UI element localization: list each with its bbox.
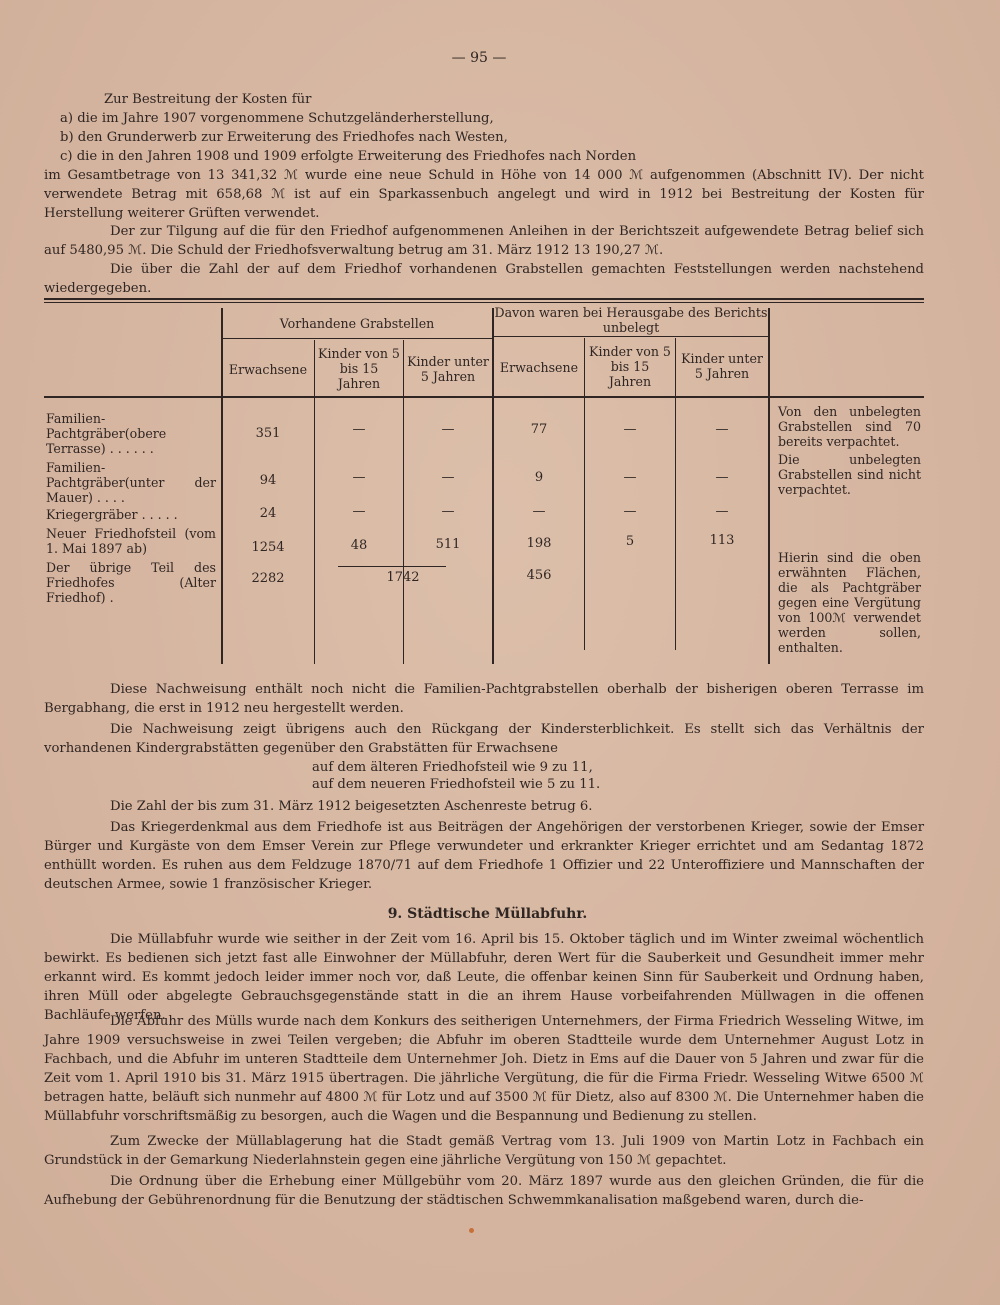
list-item: c) die in den Jahren 1908 und 1909 erfolgte Erweiterung des Friedhofes nach Norden [60,149,637,164]
paper-mark [469,1228,474,1233]
merged-children-value: 1742 [386,570,420,585]
paragraph: Die Ordnung über die Erhebung einer Müllgebühr vom 20. März 1897 wurde aus den gleichen Gründen, die für die Aufhebung der Gebührenordnung für die Benutzung der städtischen Schwemmkanalisation maßgebend waren, durch die- [44,1174,924,1208]
intro-line: Zur Bestreitung der Kosten für [104,92,312,107]
table-note: Hierin sind die oben erwähnten Flächen, die als Pachtgräber gegen eine Vergütung von 100ℳ verwendet werden sollen, enthalten. [778,550,921,655]
row-label: Kriegergräber . . . . . [46,507,178,522]
row-label: Familien-Pachtgräber(obere Terrasse) . . . . . . [46,411,167,456]
page-number: — 95 — [451,50,507,66]
row-label: Neuer Friedhofsteil (vom 1. Mai 1897 ab) [46,526,216,556]
list-item: a) die im Jahre 1907 vorgenommene Schutzgeländerherstellung, [60,111,494,126]
paragraph: Diese Nachweisung enthält noch nicht die Familien-Pachtgrabstellen oberhalb der bisherigen oberen Terrasse im Bergabhang, die erst in 1912 neu hergestellt werden. [44,682,924,716]
paragraph: Die Abfuhr des Mülls wurde nach dem Konkurs des seitherigen Unternehmers, der Firma Friedrich Wesseling Witwe, im Jahre 1909 versuchsweise in zwei Teilen vergeben; die Abfuhr im oberen Stadtteile wurde dem Unternehmer August Lotz in Fachbach, und die Abfuhr im unteren Stadtteile dem Unternehmer Joh. Dietz in Ems auf die Dauer von 5 Jahren und zwar für die Zeit vom 1. April 1910 bis 31. März 1915 übertragen. Die jährliche Vergütung, die für die Firma Friedr. Wesseling Witwe 6500 ℳ betragen hatte, beläuft sich nunmehr auf 4800 ℳ für Lotz und auf 3500 ℳ für Dietz, also auf 8300 ℳ. Die Unternehmer haben die Müllabfuhr vorschriftsmäßig zu besorgen, auch die Wagen und die Bespannung und Bedienung zu stellen. [44,1014,924,1124]
header-children-under-5: Kinder unter 5 Jahren [407,354,489,384]
paragraph: Die Müllabfuhr wurde wie seither in der Zeit vom 16. April bis 15. Oktober täglich und im Winter zweimal wöchentlich bewirkt. Es bedienen sich jetzt fast alle Einwohner der Müllabfuhr, deren Wert für die Sauberkeit und Gesundheit immer mehr erkannt wird. Es kommt jedoch leider immer noch vor, daß Leute, die offenbar keinen Sinn für Sauberkeit und Ordnung haben, ihren Müll oder abgelegte Gebrauchsgegenstände statt in die an ihrem Hause vorbeifahrenden Müllwagen in die offenen Bachläufe werfen. [44,932,924,1023]
header-existing-graves: Vorhandene Grabstellen [279,316,435,331]
header-adults: Erwachsene [228,362,308,377]
paragraph: Der zur Tilgung auf die für den Friedhof aufgenommenen Anleihen in der Berichtszeit aufgewendete Betrag belief sich auf 5480,95 ℳ. Die Schuld der Friedhofsverwaltung betrug am 31. März 1912 13 190,27 ℳ. [44,224,924,258]
ratio-line: auf dem neueren Friedhofsteil wie 5 zu 11. [312,777,601,792]
table-top-rule [44,298,924,300]
header-children-5-15: Kinder von 5 bis 15 Jahren [318,346,400,391]
table-note: Von den unbelegten Grabstellen sind 70 bereits verpachtet. [778,404,921,449]
table-note: Die unbelegten Grabstellen sind nicht verpachtet. [778,452,921,497]
header-children-under-5: Kinder unter 5 Jahren [681,351,763,381]
paragraph: Die über die Zahl der auf dem Friedhof vorhandenen Grabstellen gemachten Feststellungen werden nachstehend wiedergegeben. [44,262,924,296]
document-page: — 95 — Zur Bestreitung der Kosten für a) die im Jahre 1907 vorgenommene Schutzgeländerherstellung, b) den Grunderwerb zur Erweiterung des Friedhofes nach Westen, c) die in den Jahren 1908 und 1909 erfolgte Erweiterung des Friedhofes nach Norden im Gesamtbetrage von 13 341,32 ℳ wurde eine neue Schuld in Höhe von 14 000 ℳ aufgenommen (Abschnitt IV). Der nicht verwendete Betrag mit 658,68 ℳ ist auf ein Sparkassenbuch angelegt und wird in 1912 bei Bestreitung der Kosten für Herstellung weiterer Grüften verwendet. Der zur Tilgung auf die für den Friedhof aufgenommenen Anleihen in der Berichtszeit aufgewendete Betrag belief sich auf 5480,95 ℳ. Die Schuld der Friedhofsverwaltung betrug am 31. März 1912 13 190,27 ℳ. Die über die Zahl der auf dem Friedhof vorhandenen Grabstellen gemachten Feststellungen werden nachstehend wiedergegeben. Vorhandene Grabstellen Davon waren bei Herausgabe des Berichts unbelegt Erwachsene Kinder von 5 bis 15 Jahren Kinder unter 5 Jahren Erwachsene Kinder von 5 bis 15 Jahren Kinder unter 5 Jahren Familien-Pachtgräber(obere Terrasse) . . . . . . 351 — — 77 — — Familien-Pachtgräber(unter der Mauer) . . . . 94 — — 9 — — Kriegergräber . . . . . 24 — — — — — Neuer Friedhofsteil (vom 1. Mai 1897 ab) 1254 48 511 198 5 113 Der übrige Teil des Friedhofes (Alter Friedhof) . 2282 1742 456 Von den unbelegten Grabstellen sind 70 bereits verpachtet. Die unbelegten Grabstellen sind nicht verpachtet. Hierin sind die oben erwähnten Flächen, die als Pachtgräber gegen eine Vergütung von 100ℳ verwendet werden sollen, enthalten. Diese Nachweisung enthält noch nicht die Familien-Pachtgrabstellen oberhalb der bisherigen oberen Terrasse im Bergabhang, die erst in 1912 neu hergestellt werden. Die Nachweisung zeigt übrigens auch den Rückgang der Kindersterblichkeit. Es stellt sich das Verhältnis der vorhandenen Kindergrabstätten gegenüber den Grabstätten für Erwachsene auf dem älteren Friedhofsteil wie 9 zu 11, auf dem neueren Friedhofsteil wie 5 zu 11. Die Zahl der bis zum 31. März 1912 beigesetzten Aschenreste betrug 6. Das Kriegerdenkmal aus dem Friedhofe ist aus Beiträgen der Angehörigen der verstorbenen Krieger, sowie der Emser Bürger und Kurgäste von dem Emser Verein zur Pflege verwundeter und erkrankter Krieger errichtet und am Sedantag 1872 enthüllt worden. Es ruhen aus dem Feldzuge 1870/71 auf dem Friedhofe 1 Offizier und 22 Unteroffiziere und Mannschaften der deutschen Armee, sowie 1 französischer Krieger. 9. Städtische Müllabfuhr. Die Müllabfuhr wurde wie seither in der Zeit vom 16. April bis 15. Oktober täglich und im Winter zweimal wöchentlich bewirkt. Es bedienen sich jetzt fast alle Einwohner der Müllabfuhr, deren Wert für die Sauberkeit und Gesundheit immer mehr erkannt wird. Es kommt jedoch leider immer noch vor, daß Leute, die offenbar keinen Sinn für Sauberkeit und Ordnung haben, ihren Müll oder abgelegte Gebrauchsgegenstände statt in die an ihrem Hause vorbeifahrenden Müllwagen in die offenen Bachläufe werfen. Die Abfuhr des Mülls wurde nach dem Konkurs des seitherigen Unternehmers, der Firma Friedrich Wesseling Witwe, im Jahre 1909 versuchsweise in zwei Teilen vergeben; die Abfuhr im oberen Stadtteile wurde dem Unternehmer August Lotz in Fachbach, und die Abfuhr im unteren Stadtteile dem Unternehmer Joh. Dietz in Ems auf die Dauer von 5 Jahren und zwar für die Zeit vom 1. April 1910 bis 31. März 1915 übertragen. Die jährliche Vergütung, die für die Firma Friedr. Wesseling Witwe 6500 ℳ betragen hatte, beläuft sich nunmehr auf 4800 ℳ für Lotz und auf 3500 ℳ für Dietz, also auf 8300 ℳ. Die Unternehmer haben die Müllabfuhr vorschriftsmäßig zu besorgen, auch die Wagen und die Bespannung und Bedienung zu stellen. Zum Zwecke der Müllablagerung hat die Stadt gemäß Vertrag vom 13. Juli 1909 von Martin Lotz in Fachbach ein Grundstück in der Gemarkung Niederlahnstein gegen eine jährliche Vergütung von 150 ℳ gepachtet. Die Ordnung über die Erhebung einer Müllgebühr vom 20. März 1897 wurde aus den gleichen Gründen, die für die Aufhebung der Gebührenordnung für die Benutzung der städtischen Schwemmkanalisation maßgebend waren, durch die- [0,0,1000,1305]
list-item: b) den Grunderwerb zur Erweiterung des Friedhofes nach Westen, [60,130,508,145]
table-top-rule-thin [44,302,924,303]
header-unoccupied-graves: Davon waren bei Herausgabe des Berichts unbelegt [494,305,768,335]
row-label: Familien-Pachtgräber(unter der Mauer) . . . . [46,460,216,505]
header-adults: Erwachsene [499,360,579,375]
paragraph: Das Kriegerdenkmal aus dem Friedhofe ist aus Beiträgen der Angehörigen der verstorbenen Krieger, sowie der Emser Bürger und Kurgäste von dem Emser Verein zur Pflege verwundeter und erkrankter Krieger errichtet und am Sedantag 1872 enthüllt worden. Es ruhen aus dem Feldzuge 1870/71 auf dem Friedhofe 1 Offizier und 22 Unteroffiziere und Mannschaften der deutschen Armee, sowie 1 französischer Krieger. [44,820,924,892]
paragraph: Die Nachweisung zeigt übrigens auch den Rückgang der Kindersterblichkeit. Es stellt sich das Verhältnis der vorhandenen Kindergrabstätten gegenüber den Grabstätten für Erwachsene [44,722,924,756]
row-label: Der übrige Teil des Friedhofes (Alter Friedhof) . [46,560,216,605]
header-children-5-15: Kinder von 5 bis 15 Jahren [589,344,671,389]
paragraph: Zum Zwecke der Müllablagerung hat die Stadt gemäß Vertrag vom 13. Juli 1909 von Martin Lotz in Fachbach ein Grundstück in der Gemarkung Niederlahnstein gegen eine jährliche Vergütung von 150 ℳ gepachtet. [44,1134,924,1168]
ratio-line: auf dem älteren Friedhofsteil wie 9 zu 11, [312,760,593,775]
cost-list [60,109,636,166]
section-heading: 9. Städtische Müllabfuhr. [387,906,588,922]
paragraph: im Gesamtbetrage von 13 341,32 ℳ wurde eine neue Schuld in Höhe von 14 000 ℳ aufgenommen (Abschnitt IV). Der nicht verwendete Betrag mit 658,68 ℳ ist auf ein Sparkassenbuch angelegt und wird in 1912 bei Bestreitung der Kosten für Herstellung weiterer Grüften verwendet. [44,168,924,221]
paragraph: Die Zahl der bis zum 31. März 1912 beigesetzten Aschenreste betrug 6. [110,799,593,814]
